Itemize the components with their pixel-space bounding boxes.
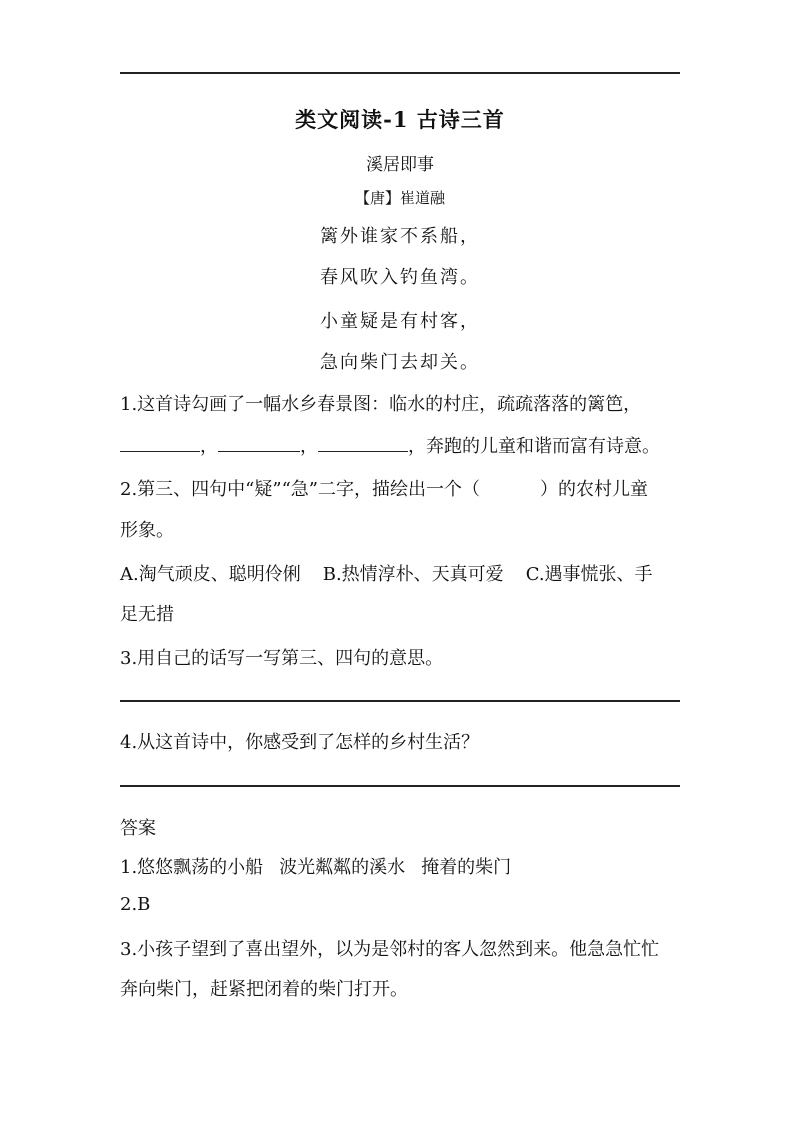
question-1-blanks	[120, 432, 680, 458]
question-2-options	[120, 560, 680, 586]
top-rule	[120, 72, 680, 74]
option-b[interactable]: B.热情淳朴、天真可爱	[322, 564, 504, 585]
poem-line: 小童疑是有村客，	[320, 311, 480, 332]
answer-1-part3: 掩着的柴门	[421, 857, 512, 878]
option-c-cont: 足无措	[120, 604, 174, 625]
question-2-suffix: ）的农村儿童	[539, 479, 648, 500]
question-2-text-cont: 形象。	[120, 520, 174, 541]
answer-blank-2[interactable]	[218, 433, 300, 452]
answer-1	[120, 853, 680, 879]
answer-1-part1: 1.悠悠飘荡的小船	[120, 857, 264, 878]
poem-line: 春风吹入钓鱼湾。	[320, 267, 480, 288]
question-4-text: 4.从这首诗中，你感受到了怎样的乡村生活？	[120, 732, 480, 753]
answers-heading: 答案	[120, 818, 156, 839]
poem-author: 【唐】崔道融	[354, 189, 445, 207]
answer-blank-3[interactable]	[318, 433, 408, 452]
answer-2: 2.B	[120, 894, 151, 915]
option-c[interactable]: C.遇事慌张、手	[525, 564, 653, 585]
poem-line: 篱外谁家不系船，	[320, 226, 480, 247]
question-2-text	[120, 475, 680, 501]
page-title: 类文阅读-1 古诗三首	[295, 107, 505, 132]
question-1-tail: ，奔跑的儿童和谐而富有诗意。	[408, 436, 660, 457]
question-2-prefix: 2.第三、四句中“疑”“急”二字，描绘出一个（	[120, 479, 480, 500]
blank-separator: ，	[200, 436, 218, 457]
answer-1-part2: 波光粼粼的溪水	[279, 857, 406, 878]
question-3-answer-line[interactable]	[120, 700, 680, 702]
question-4-answer-line[interactable]	[120, 785, 680, 787]
blank-separator: ，	[300, 436, 318, 457]
question-1-text: 1.这首诗勾画了一幅水乡春景图：临水的村庄，疏疏落落的篱笆，	[120, 394, 642, 415]
answer-blank-1[interactable]	[120, 433, 200, 452]
answer-3-cont: 奔向柴门，赶紧把闭着的柴门打开。	[120, 979, 408, 1000]
question-3-text: 3.用自己的话写一写第三、四句的意思。	[120, 648, 444, 669]
poem-line: 急向柴门去却关。	[320, 352, 480, 373]
poem-title: 溪居即事	[366, 155, 434, 175]
option-a[interactable]: A.淘气顽皮、聪明伶俐	[120, 564, 301, 585]
answer-3: 3.小孩子望到了喜出望外，以为是邻村的客人忽然到来。他急急忙忙	[120, 939, 660, 960]
